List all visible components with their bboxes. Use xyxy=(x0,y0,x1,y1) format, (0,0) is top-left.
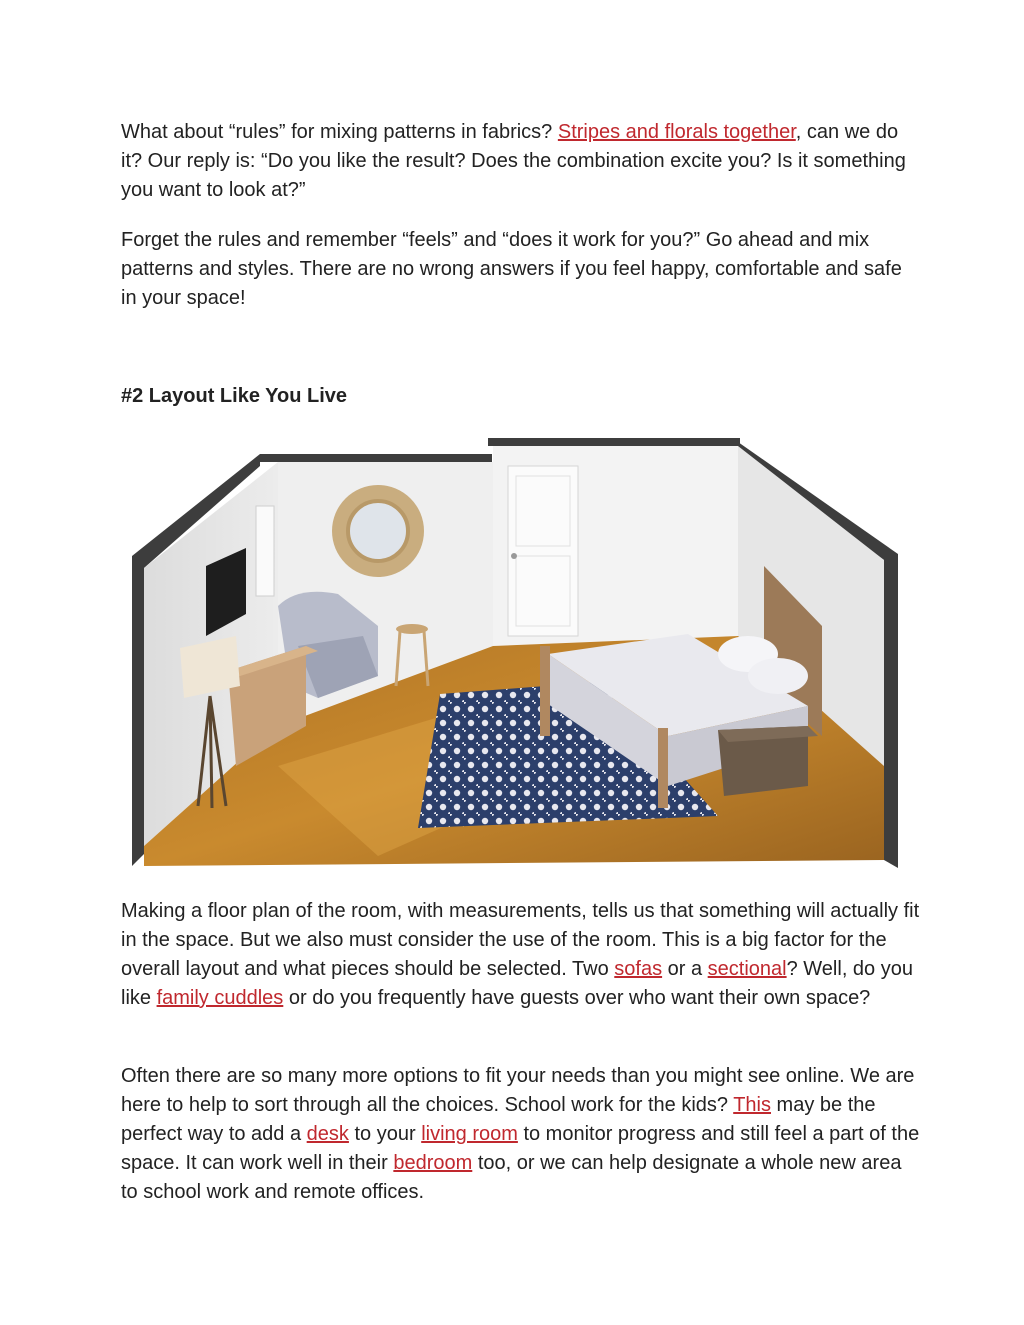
stripes-florals-link[interactable]: Stripes and florals together xyxy=(557,121,796,143)
bedroom-layout-image xyxy=(128,436,904,870)
back-wall-top-edge xyxy=(260,454,492,462)
paragraph-text: may be the perfect way to add a xyxy=(121,1094,876,1145)
paragraph-text: , can we do it? Our reply is: “Do you like the result? Does the combination excite you? Is it something you want to look at?” xyxy=(121,121,906,201)
living-room-link[interactable]: living room xyxy=(421,1123,518,1145)
paragraph-text: Often there are so many more options to fit your needs than you might see online. We are here to help to sort through all the choices. School work for the kids? xyxy=(121,1065,915,1116)
section-heading: #2 Layout Like You Live xyxy=(121,385,347,407)
this-link[interactable]: This xyxy=(733,1094,771,1116)
sectional-link[interactable]: sectional xyxy=(707,958,787,980)
window xyxy=(256,506,274,596)
options-paragraph xyxy=(121,1062,921,1207)
sofas-link[interactable]: sofas xyxy=(614,958,663,980)
paragraph-text: or a xyxy=(662,958,708,980)
bedroom-link[interactable]: bedroom xyxy=(393,1152,473,1174)
family-cuddles-link[interactable]: family cuddles xyxy=(156,987,284,1009)
floor-plan-paragraph xyxy=(121,897,921,1013)
door xyxy=(508,466,578,636)
paragraph-text: to monitor progress and still feel a part of the space. It can work well in their xyxy=(121,1123,920,1174)
intro-paragraph xyxy=(121,118,921,205)
paragraph-text: too, or we can help designate a whole new area to school work and remote offices. xyxy=(121,1152,902,1203)
paragraph-text: to your xyxy=(348,1123,422,1145)
rules-paragraph: Forget the rules and remember “feels” and “does it work for you?” Go ahead and mix patterns and styles. There are no wrong answers if you feel happy, comfortable and safe in your space! xyxy=(121,229,902,309)
paragraph-text: Making a floor plan of the room, with measurements, tells us that something will actually fit in the space. But we also must consider the use of the room. This is a big factor for the overall layout and what pieces should be selected. Two xyxy=(121,900,920,980)
paragraph-text: ? Well, do you like xyxy=(121,958,913,1009)
desk-link[interactable]: desk xyxy=(306,1123,349,1145)
paragraph-text: or do you frequently have guests over who want their own space? xyxy=(283,987,871,1009)
paragraph-text: What about “rules” for mixing patterns in fabrics? xyxy=(121,121,558,143)
